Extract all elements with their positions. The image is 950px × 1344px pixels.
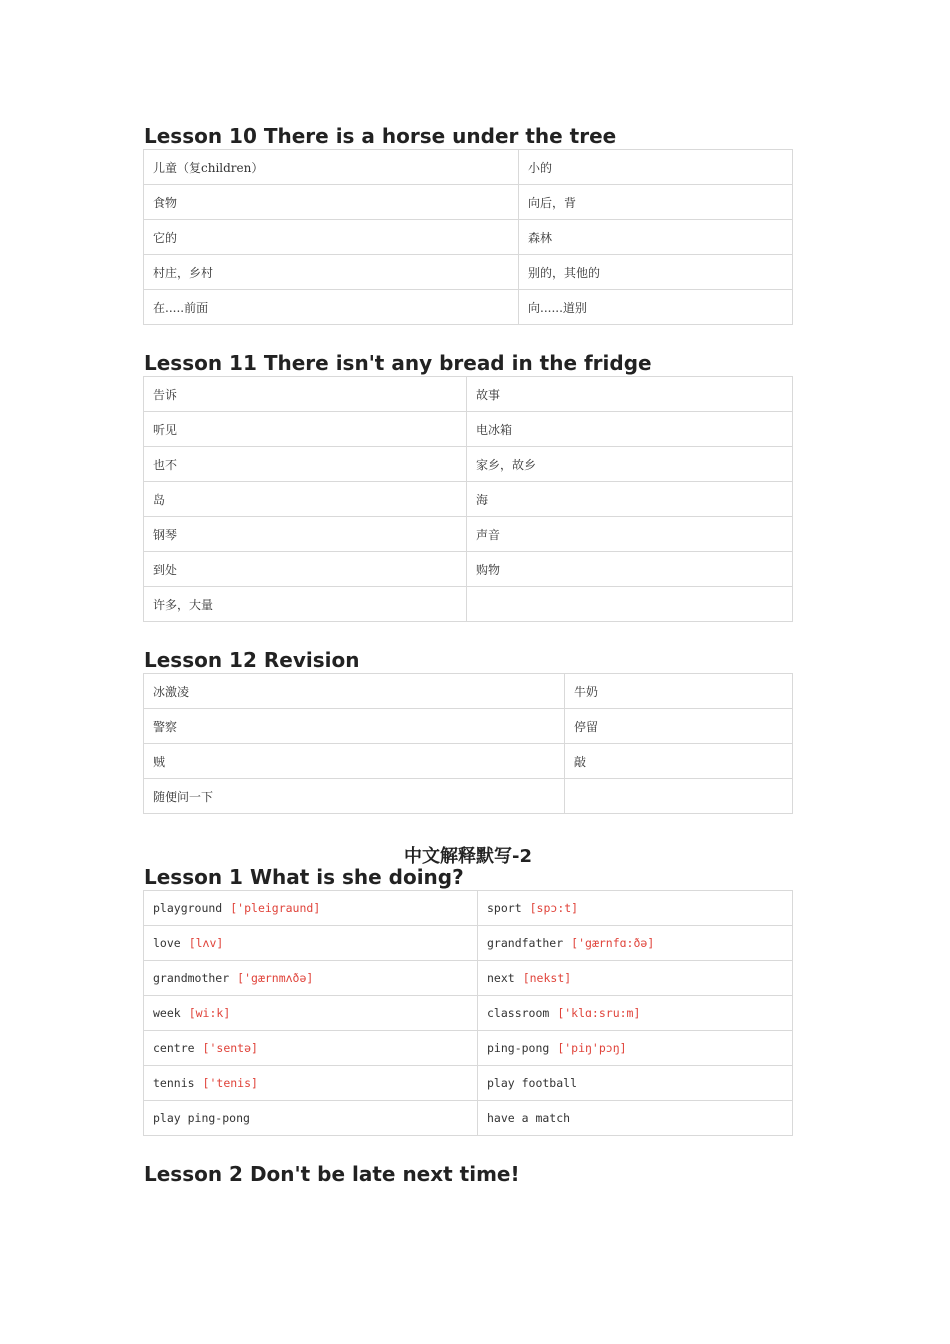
vocab-cell: 岛 — [144, 482, 467, 517]
lesson-1-vocab-table — [143, 890, 793, 1136]
table-row — [144, 779, 793, 814]
vocab-cell — [478, 1031, 793, 1066]
vocab-cell — [478, 996, 793, 1031]
vocab-cell — [144, 926, 478, 961]
vocab-cell: 村庄，乡村 — [144, 255, 519, 290]
phonetic: [lʌv] — [188, 936, 224, 950]
vocab-cell — [144, 1031, 478, 1066]
vocab-cell — [478, 1066, 793, 1101]
vocab-cell: 敲 — [565, 744, 793, 779]
table-row — [144, 482, 793, 517]
vocab-cell: 购物 — [467, 552, 793, 587]
table-row — [144, 996, 793, 1031]
table-row — [144, 220, 793, 255]
vocab-cell: 停留 — [565, 709, 793, 744]
vocab-cell: 它的 — [144, 220, 519, 255]
vocab-cell — [478, 961, 793, 996]
vocab-word: centre — [153, 1041, 195, 1055]
lesson-12-heading: Lesson 12 Revision — [144, 648, 360, 672]
table-row — [144, 961, 793, 996]
phonetic: [spɔ:t] — [529, 901, 579, 915]
table-row — [144, 1101, 793, 1136]
table-row — [144, 552, 793, 587]
vocab-cell: 警察 — [144, 709, 565, 744]
vocab-word: next — [487, 971, 515, 985]
vocab-cell: 随便问一下 — [144, 779, 565, 814]
table-row — [144, 587, 793, 622]
vocab-cell — [144, 961, 478, 996]
vocab-cell: 海 — [467, 482, 793, 517]
table-row — [144, 674, 793, 709]
vocab-cell: 电冰箱 — [467, 412, 793, 447]
lesson-11-vocab-table — [143, 376, 793, 622]
phonetic: ['pleigraund] — [230, 901, 321, 915]
vocab-cell: 听见 — [144, 412, 467, 447]
vocab-cell: 也不 — [144, 447, 467, 482]
table-row — [144, 150, 793, 185]
phonetic: ['tenis] — [202, 1076, 258, 1090]
table-row — [144, 185, 793, 220]
vocab-cell — [565, 779, 793, 814]
vocab-cell: 故事 — [467, 377, 793, 412]
vocab-word: playground — [153, 901, 223, 915]
vocab-cell: 向......道别 — [519, 290, 793, 325]
vocab-word: have a match — [487, 1111, 571, 1125]
vocab-word: week — [153, 1006, 181, 1020]
vocab-word: classroom — [487, 1006, 550, 1020]
vocab-cell: 森林 — [519, 220, 793, 255]
table-row — [144, 1031, 793, 1066]
vocab-cell — [144, 1101, 478, 1136]
vocab-word: love — [153, 936, 181, 950]
phonetic: [wi:k] — [188, 1006, 231, 1020]
lesson-1-heading: Lesson 1 What is she doing? — [144, 865, 464, 889]
vocab-cell: 家乡，故乡 — [467, 447, 793, 482]
vocab-cell: 在.....前面 — [144, 290, 519, 325]
vocab-cell: 到处 — [144, 552, 467, 587]
phonetic: ['sentə] — [202, 1041, 258, 1055]
section-title: 中文解释默写-2 — [404, 846, 532, 867]
vocab-cell: 向后，背 — [519, 185, 793, 220]
table-row — [144, 255, 793, 290]
phonetic: ['piŋ'pɔŋ] — [557, 1041, 627, 1055]
vocab-cell — [144, 891, 478, 926]
vocab-cell — [144, 1066, 478, 1101]
vocab-cell: 食物 — [144, 185, 519, 220]
table-row — [144, 891, 793, 926]
lesson-12-vocab-table — [143, 673, 793, 814]
vocab-word: play ping-pong — [153, 1111, 250, 1125]
vocab-cell — [478, 926, 793, 961]
vocab-cell: 别的，其他的 — [519, 255, 793, 290]
vocab-cell: 儿童（复children） — [144, 150, 519, 185]
vocab-word: ping-pong — [487, 1041, 550, 1055]
vocab-cell — [144, 996, 478, 1031]
vocab-cell: 贼 — [144, 744, 565, 779]
phonetic: ['klɑ:sru:m] — [557, 1006, 641, 1020]
lesson-10-vocab-table — [143, 149, 793, 325]
phonetic: ['gærnfɑ:ðə] — [571, 936, 655, 950]
vocab-cell: 许多，大量 — [144, 587, 467, 622]
vocab-word: grandmother — [153, 971, 230, 985]
table-row — [144, 1066, 793, 1101]
vocab-word: grandfather — [487, 936, 564, 950]
lesson-11-heading: Lesson 11 There isn't any bread in the fridge — [144, 351, 652, 375]
vocab-cell: 钢琴 — [144, 517, 467, 552]
table-row — [144, 447, 793, 482]
vocab-cell — [478, 1101, 793, 1136]
vocab-cell — [478, 891, 793, 926]
lesson-2-heading: Lesson 2 Don't be late next time! — [144, 1162, 520, 1186]
table-row — [144, 926, 793, 961]
table-row — [144, 377, 793, 412]
vocab-cell — [467, 587, 793, 622]
vocab-word: tennis — [153, 1076, 195, 1090]
table-row — [144, 290, 793, 325]
vocab-cell: 告诉 — [144, 377, 467, 412]
vocab-word: play football — [487, 1076, 578, 1090]
table-row — [144, 709, 793, 744]
vocab-cell: 声音 — [467, 517, 793, 552]
table-row — [144, 412, 793, 447]
vocab-cell: 牛奶 — [565, 674, 793, 709]
lesson-10-heading: Lesson 10 There is a horse under the tree — [144, 124, 617, 148]
vocab-word: sport — [487, 901, 522, 915]
vocab-cell: 冰激凌 — [144, 674, 565, 709]
table-row — [144, 517, 793, 552]
vocab-cell: 小的 — [519, 150, 793, 185]
phonetic: [nekst] — [522, 971, 572, 985]
phonetic: ['gærnmʌðə] — [237, 971, 314, 985]
table-row — [144, 744, 793, 779]
